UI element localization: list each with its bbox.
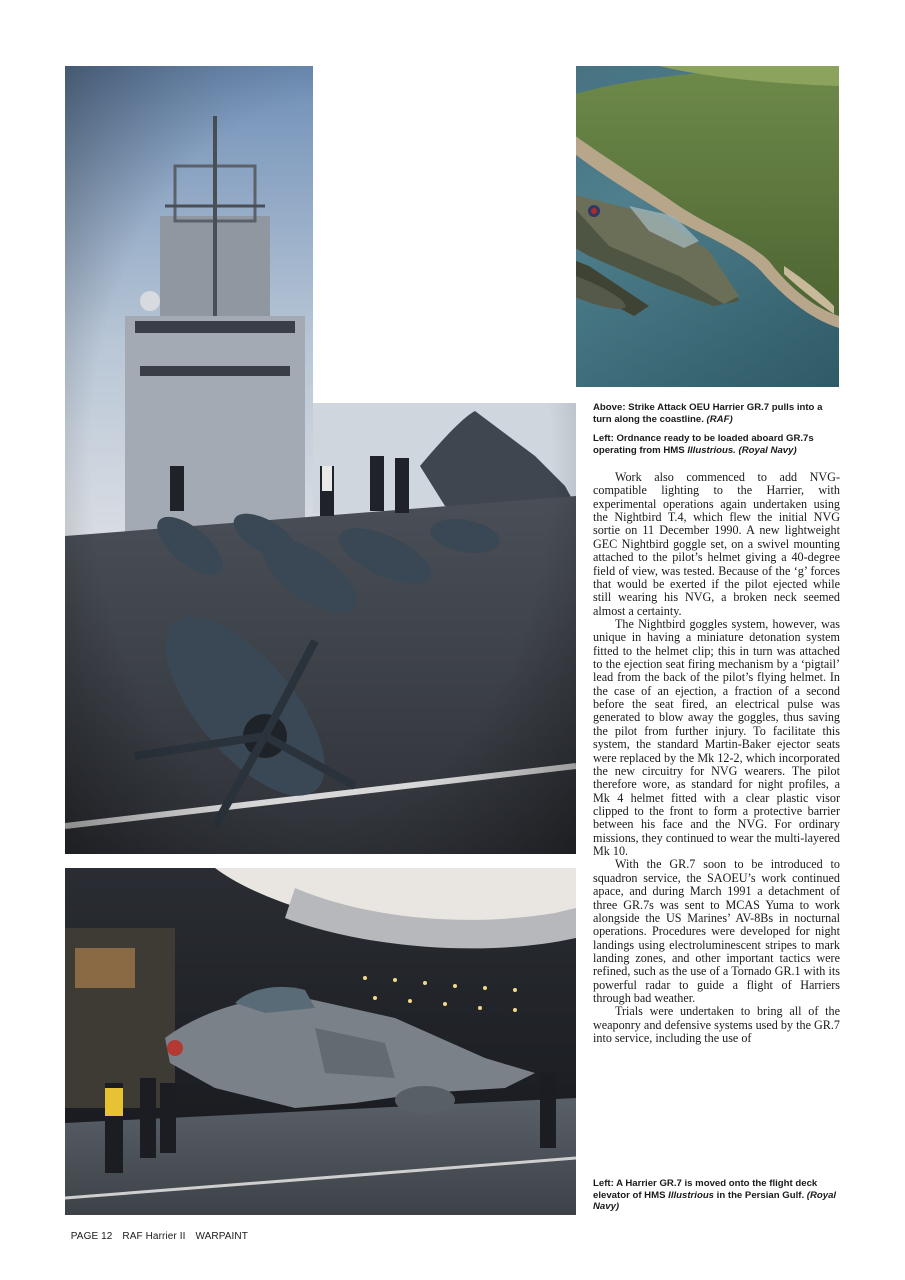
article-body <box>593 471 840 1171</box>
body-paragraph-4: Trials were undertaken to bring all of the weaponry and defensive systems used by the GR.7 into service, including the use of <box>593 1004 840 1046</box>
body-paragraph-1: Work also commenced to add NVG-compatible lighting to the Harrier, with experimental operations again undertaken using the Nightbird T.4, which flew the initial NVG sortie on 11 December 1990. A new lightweight GEC Nightbird goggle set, on a swivel mounting attached to the pilot’s helmet giving a 40-degree field of view, was tested. Because of the ‘g’ forces that would be exerted if the pilot ejected while still wearing his NVG, a broken neck seemed almost a certainty. <box>593 471 840 618</box>
body-paragraph-2: The Nightbird goggles system, however, was unique in having a miniature detonation system fitted to the helmet clip; this in turn was attached to the ejection seat firing mechanism by a ‘pigtail’ lead from the back of the pilot’s flying helmet. In the case of an ejection, a fraction of a second before the seat fired, an electrical pulse was generated to blow away the goggles, thus saving the pilot from further injury. To facilitate this system, the standard Martin-Baker ejector seats were replaced by the Mk 12-2, which incorporated the new circuitry for NVG wearers. The pilot therefore wore, as standard for night profiles, a Mk 4 helmet fitted with a clear plastic visor clipped to the front to form a protective barrier between his face and the NVG. For ordinary missions, they continued to wear the multi-layered Mk 10. <box>593 616 840 859</box>
footer-series: WARPAINT <box>195 1231 248 1242</box>
photo-harrier-in-hangar <box>65 868 576 1215</box>
footer-page-number: PAGE 12 <box>70 1231 113 1242</box>
caption-left-top-credit: (Royal Navy) <box>738 444 797 456</box>
footer-title: RAF Harrier II <box>122 1231 186 1242</box>
page-footer <box>65 1220 258 1242</box>
caption-left-bottom-ship: Illustrious <box>668 1189 715 1201</box>
body-paragraph-3: With the GR.7 soon to be introduced to squadron service, the SAOEU’s work continued apace, and during March 1991 a detachment of three GR.7s was sent to MCAS Yuma to work alongside the US Marines’ AV-8Bs in nocturnal operations. Procedures were developed for night landings using electroluminescent stripes to mark landing zones, and other important tactics were refined, such as the use of a Tornado GR.1 with its powerful radar to guide a flight of Harriers through bad weather. <box>593 857 840 1006</box>
caption-above-credit: (RAF) <box>706 413 733 425</box>
caption-left-top <box>593 433 840 456</box>
caption-left-bottom-credit: (Royal Navy) <box>593 1189 837 1212</box>
caption-above <box>593 402 840 425</box>
caption-left-bottom <box>593 1178 840 1213</box>
photo-ordnance-on-flight-deck <box>65 66 576 854</box>
caption-left-top-text: Left: Ordnance ready to be loaded aboard GR.7s operating from HMS <box>593 433 814 456</box>
caption-above-text: Above: Strike Attack OEU Harrier GR.7 pulls into a turn along the coastline. <box>593 402 823 425</box>
caption-left-top-ship: Illustrious. <box>687 444 736 456</box>
caption-left-bottom-text-after: in the Persian Gulf. <box>714 1189 805 1201</box>
caption-left-bottom-text: Left: A Harrier GR.7 is moved onto the flight deck elevator of HMS <box>593 1178 818 1201</box>
